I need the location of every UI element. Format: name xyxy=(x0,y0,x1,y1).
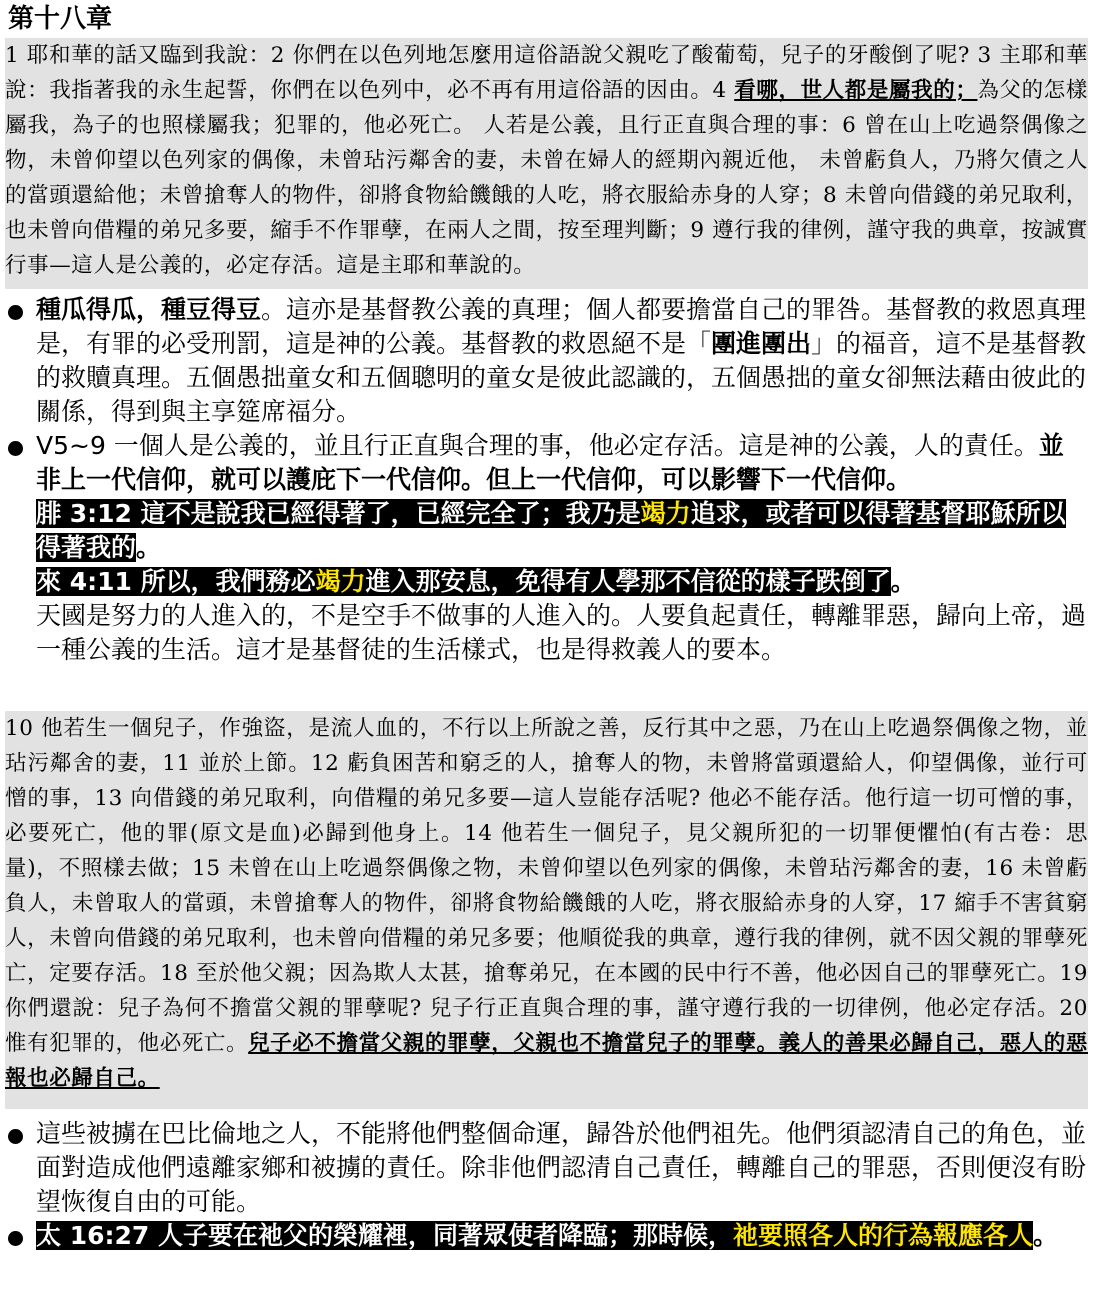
bullet-icon xyxy=(8,1231,23,1246)
commentary-section-2 xyxy=(8,1117,1088,1253)
bullet-icon xyxy=(8,305,23,320)
scripture-highlight: 看哪，世人都是屬我的； xyxy=(734,78,978,103)
verse-highlight: 祂要照各人的行為報應各人 xyxy=(733,1221,1034,1250)
verse-quote: 腓 3:12 這不是說我已經得著了，已經完全了；我乃是竭力追求，或者可以得著基督耶穌所以得著我的。 xyxy=(36,499,1066,562)
verse-highlight: 竭力 xyxy=(640,499,691,528)
scripture-highlight: 兒子必不擔當父親的罪孽，父親也不擔當兒子的罪孽。義人的善果必歸自己，惡人的惡報也必歸自己。 xyxy=(5,1031,1088,1091)
bullet-icon xyxy=(8,1129,23,1144)
list-item xyxy=(8,429,1088,497)
scripture-passage-2 xyxy=(5,711,1088,1109)
list-item: 太 16:27 人子要在祂父的榮耀裡，同著眾使者降臨；那時候，祂要照各人的行為報應各人。 xyxy=(8,1219,1088,1253)
scripture-passage-1 xyxy=(5,38,1088,289)
emphasis-text: 並非上一代信仰，就可以護庇下一代信仰。但上一代信仰，可以影響下一代信仰。 xyxy=(36,431,1064,494)
commentary-text: V5~9 一個人是公義的，並且行正直與合理的事，他必定存活。這是神的公義，人的責任。 xyxy=(36,431,1039,460)
verse-quote: 來 4:11 所以，我們務必竭力進入那安息，免得有人學那不信從的樣子跌倒了。 xyxy=(36,567,916,596)
commentary-text: 天國是努力的人進入的，不是空手不做事的人進入的。人要負起責任，轉離罪惡，歸向上帝，過一種公義的生活。這才是基督徒的生活樣式，也是得救義人的要本。 xyxy=(36,601,1087,664)
commentary-text: 。這亦是基督教公義的真理；個人都要擔當自己的罪咎。基督教的救恩真理是，有罪的必受刑罰，這是神的公義。基督教的救恩絕不是「 xyxy=(36,295,1087,358)
chapter-title: 第十八章 xyxy=(8,4,113,34)
emphasis-text: 團進團出 xyxy=(711,329,812,358)
commentary-text: 」的福音，這不是基督教的救贖真理。五個愚拙童女和五個聰明的童女是彼此認識的，五個愚拙的童女卻無法藉由彼此的關係，得到與主享筵席福分。 xyxy=(36,329,1087,426)
commentary-section-1 xyxy=(8,293,1088,667)
scripture-text: 為父的怎樣屬我，為子的也照樣屬我；犯罪的，他必死亡。 人若是公義，且行正直與合理的事：6 曾在山上吃過祭偶像之物，未曾仰望以色列家的偶像，未曾玷污鄰舍的妻，未曾在婦人的經期內親近他， 未曾虧負人，乃將欠債之人的當頭還給他；未曾搶奪人的物件，卻將食物給饑餓的人吃，將衣服給赤身的人穿；8 未曾向借錢的弟兄取利，也未曾向借糧的弟兄多要，縮手不作罪孽，在兩人之間，按至理判斷；9 遵行我的律例，謹守我的典章，按誠實行事—這人是公義的，必定存活。這是主耶和華說的。 xyxy=(5,78,1088,278)
emphasis-text: 種瓜得瓜，種豆得豆 xyxy=(36,295,262,324)
scripture-text: 1 耶和華的話又臨到我說：2 你們在以色列地怎麼用這俗語說父親吃了酸葡萄，兒子的牙酸倒了呢? 3 主耶和華說：我指著我的永生起誓，你們在以色列中，必不再有用這俗語的因由。4 xyxy=(5,43,1088,103)
scripture-text: 10 他若生一個兒子，作強盜，是流人血的，不行以上所說之善，反行其中之惡，乃在山上吃過祭偶像之物，並玷污鄰舍的妻，11 並於上節。12 虧負困苦和窮乏的人，搶奪人的物，未曾將當頭還給人，仰望偶像，並行可憎的事，13 向借錢的弟兄取利，向借糧的弟兄多要—這人豈能存活呢? 他必不能存活。他行這一切可憎的事，必要死亡，他的罪(原文是血)必歸到他身上。14 他若生一個兒子，見父親所犯的一切罪便懼怕(有古卷：思量)，不照樣去做；15 未曾在山上吃過祭偶像之物，未曾仰望以色列家的偶像，未曾玷污鄰舍的妻，16 未曾虧負人，未曾取人的當頭，未曾搶奪人的物件，卻將食物給饑餓的人吃，將衣服給赤身的人穿，17 縮手不害貧窮人，未曾向借錢的弟兄取利，也未曾向借糧的弟兄多要；他順從我的典章，遵行我的律例，就不因父親的罪孽死亡，定要存活。18 至於他父親；因為欺人太甚，搶奪弟兄，在本國的民中行不善，他必因自己的罪孽死亡。19 你們還說：兒子為何不擔當父親的罪孽呢? 兒子行正直與合理的事，謹守遵行我的一切律例，他必定存活。20 惟有犯罪的，他必死亡。 xyxy=(5,716,1088,1056)
verse-block: 腓 3:12 這不是說我已經得著了，已經完全了；我乃是竭力追求，或者可以得著基督耶穌所以得著我的 xyxy=(36,499,1066,562)
list-item xyxy=(8,1117,1088,1219)
bullet-icon xyxy=(8,441,23,456)
verse-highlight: 竭力 xyxy=(315,567,366,596)
list-item xyxy=(8,293,1088,429)
verse-block: 太 16:27 人子要在祂父的榮耀裡，同著眾使者降臨；那時候，祂要照各人的行為報應各人 xyxy=(36,1221,1034,1250)
verse-block: 來 4:11 所以，我們務必竭力進入那安息，免得有人學那不信從的樣子跌倒了 xyxy=(36,567,891,596)
commentary-text: 這些被擄在巴比倫地之人，不能將他們整個命運，歸咎於他們祖先。他們須認清自己的角色，並面對造成他們遠離家鄉和被擄的責任。除非他們認清自己責任，轉離自己的罪惡，否則便沒有盼望恢復自由的可能。 xyxy=(36,1119,1087,1216)
